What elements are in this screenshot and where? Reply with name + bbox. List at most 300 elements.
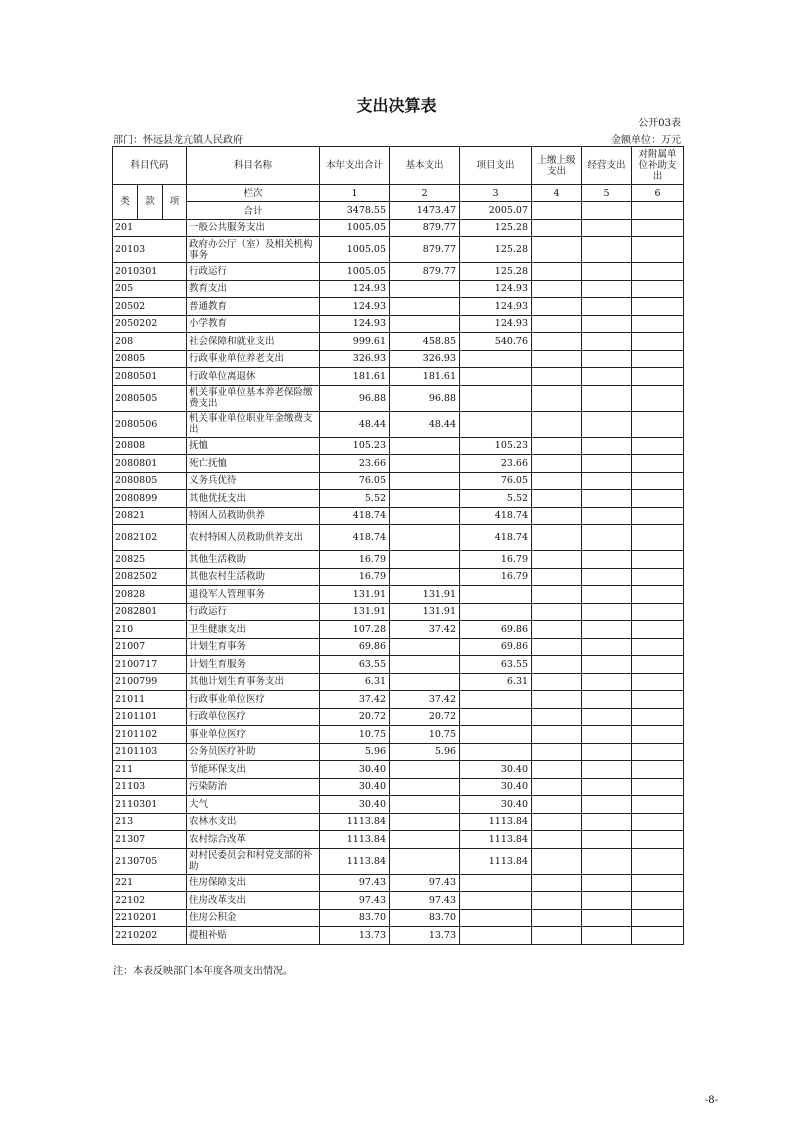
row-empty-cell (582, 490, 632, 508)
row-empty-cell (582, 263, 632, 281)
table-row (113, 333, 684, 351)
row-empty-cell (532, 656, 582, 674)
table-row (113, 385, 684, 411)
row-empty-cell (532, 333, 582, 351)
row-name: 计划生育服务 (187, 656, 320, 674)
row-total: 83.70 (320, 909, 390, 927)
row-basic (390, 280, 460, 298)
row-empty-cell (532, 350, 582, 368)
row-total: 6.31 (320, 673, 390, 691)
row-total: 10.75 (320, 726, 390, 744)
row-code: 2082102 (113, 525, 187, 551)
row-basic: 97.43 (390, 874, 460, 892)
table-row (113, 298, 684, 316)
row-empty-cell (532, 673, 582, 691)
row-name: 退役军人管理事务 (187, 586, 320, 604)
row-empty-cell (632, 726, 684, 744)
page-number: -8- (704, 1095, 718, 1106)
row-empty-cell (532, 368, 582, 386)
row-name: 行政运行 (187, 603, 320, 621)
row-total: 37.42 (320, 691, 390, 709)
row-empty-cell (582, 691, 632, 709)
row-name: 死亡抚恤 (187, 455, 320, 473)
form-number: 公开03表 (638, 118, 681, 129)
row-empty-cell (532, 263, 582, 281)
row-total: 124.93 (320, 280, 390, 298)
row-empty-cell (532, 455, 582, 473)
row-empty-cell (582, 796, 632, 814)
row-empty-cell (582, 551, 632, 569)
row-project (460, 726, 532, 744)
row-name: 普通教育 (187, 298, 320, 316)
row-empty-cell (582, 831, 632, 849)
row-basic: 181.61 (390, 368, 460, 386)
row-code: 20828 (113, 586, 187, 604)
row-name: 住房公积金 (187, 909, 320, 927)
table-row (113, 831, 684, 849)
row-empty-cell (632, 813, 684, 831)
header-col4: 4 (532, 185, 582, 202)
row-name: 住房改革支出 (187, 892, 320, 910)
row-empty-cell (632, 621, 684, 639)
row-basic: 131.91 (390, 603, 460, 621)
row-total: 105.23 (320, 437, 390, 455)
row-empty-cell (532, 586, 582, 604)
header-kuan: 款 (138, 185, 163, 220)
row-basic (390, 298, 460, 316)
unit-label: 金额单位：万元 (611, 135, 681, 146)
row-code: 20821 (113, 507, 187, 525)
table-row (113, 219, 684, 237)
header-total: 本年支出合计 (320, 147, 390, 185)
row-empty-cell (532, 490, 582, 508)
row-empty-cell (532, 507, 582, 525)
row-empty-cell (632, 603, 684, 621)
table-row (113, 796, 684, 814)
row-code: 205 (113, 280, 187, 298)
row-empty-cell (532, 796, 582, 814)
row-empty-cell (632, 385, 684, 411)
row-empty-cell (582, 708, 632, 726)
row-total: 96.88 (320, 385, 390, 411)
row-name: 特困人员救助供养 (187, 507, 320, 525)
row-project: 1113.84 (460, 813, 532, 831)
row-project: 30.40 (460, 796, 532, 814)
row-code: 2101103 (113, 743, 187, 761)
row-empty-cell (532, 603, 582, 621)
row-empty-cell (632, 796, 684, 814)
row-basic (390, 551, 460, 569)
row-code: 210 (113, 621, 187, 639)
row-project (460, 603, 532, 621)
row-code: 20103 (113, 237, 187, 263)
row-empty-cell (632, 568, 684, 586)
row-empty-cell (632, 507, 684, 525)
header-xiang: 项 (163, 185, 187, 220)
row-code: 213 (113, 813, 187, 831)
row-code: 2210202 (113, 927, 187, 945)
row-code: 21307 (113, 831, 187, 849)
row-code: 2210201 (113, 909, 187, 927)
row-empty-cell (582, 656, 632, 674)
row-empty-cell (532, 743, 582, 761)
row-empty-cell (582, 909, 632, 927)
row-code: 2010301 (113, 263, 187, 281)
row-code: 2082502 (113, 568, 187, 586)
table-row (113, 892, 684, 910)
footnote: 注：本表反映部门本年度各项支出情况。 (113, 966, 293, 977)
row-empty-cell (632, 490, 684, 508)
header-subsidy: 对附属单位补助支出 (632, 147, 684, 185)
table-row (113, 874, 684, 892)
table-row (113, 551, 684, 569)
row-total: 5.96 (320, 743, 390, 761)
row-project: 125.28 (460, 237, 532, 263)
table-row (113, 437, 684, 455)
row-basic: 879.77 (390, 219, 460, 237)
row-empty-cell (532, 813, 582, 831)
row-empty-cell (632, 708, 684, 726)
row-project (460, 350, 532, 368)
row-total: 1005.05 (320, 263, 390, 281)
row-code: 208 (113, 333, 187, 351)
row-project: 69.86 (460, 638, 532, 656)
row-empty-cell (532, 831, 582, 849)
table-row (113, 525, 684, 551)
row-empty-cell (582, 813, 632, 831)
table-row (113, 315, 684, 333)
header-basic: 基本支出 (390, 147, 460, 185)
row-basic (390, 656, 460, 674)
row-name: 农林水支出 (187, 813, 320, 831)
row-basic: 97.43 (390, 892, 460, 910)
row-code: 20825 (113, 551, 187, 569)
total-row (113, 202, 684, 220)
row-project (460, 586, 532, 604)
row-total: 30.40 (320, 778, 390, 796)
row-project (460, 892, 532, 910)
row-basic: 48.44 (390, 411, 460, 437)
row-empty-cell (582, 927, 632, 945)
row-name: 机关事业单位基本养老保险缴费支出 (187, 385, 320, 411)
row-name: 政府办公厅（室）及相关机构事务 (187, 237, 320, 263)
row-empty-cell (582, 385, 632, 411)
row-project: 418.74 (460, 507, 532, 525)
row-empty-cell (582, 280, 632, 298)
row-basic: 458.85 (390, 333, 460, 351)
total-project: 2005.07 (460, 202, 532, 220)
row-code: 2100799 (113, 673, 187, 691)
row-empty-cell (632, 280, 684, 298)
row-basic (390, 673, 460, 691)
row-empty-cell (532, 778, 582, 796)
row-total: 1005.05 (320, 219, 390, 237)
table-row (113, 927, 684, 945)
row-empty-cell (632, 656, 684, 674)
row-code: 2101102 (113, 726, 187, 744)
row-empty-cell (532, 525, 582, 551)
row-empty-cell (582, 586, 632, 604)
row-name: 其他农村生活救助 (187, 568, 320, 586)
row-basic (390, 315, 460, 333)
row-name: 义务兵优待 (187, 472, 320, 490)
row-empty-cell (582, 237, 632, 263)
row-empty-cell (632, 263, 684, 281)
row-empty-cell (632, 673, 684, 691)
row-project (460, 368, 532, 386)
row-empty-cell (532, 691, 582, 709)
row-empty-cell (632, 237, 684, 263)
row-code: 2080505 (113, 385, 187, 411)
row-code: 2080899 (113, 490, 187, 508)
row-name: 一般公共服务支出 (187, 219, 320, 237)
row-code: 20805 (113, 350, 187, 368)
table-row (113, 455, 684, 473)
row-basic: 37.42 (390, 621, 460, 639)
row-basic (390, 796, 460, 814)
row-name: 其他计划生育事务支出 (187, 673, 320, 691)
table-row (113, 586, 684, 604)
row-name: 对村民委员会和村党支部的补助 (187, 848, 320, 874)
table-row (113, 708, 684, 726)
row-empty-cell (582, 778, 632, 796)
row-total: 418.74 (320, 507, 390, 525)
row-total: 1113.84 (320, 848, 390, 874)
row-empty-cell (532, 638, 582, 656)
row-empty-cell (582, 350, 632, 368)
row-empty-cell (632, 691, 684, 709)
row-empty-cell (582, 437, 632, 455)
row-empty-cell (582, 333, 632, 351)
table-row (113, 472, 684, 490)
row-basic (390, 831, 460, 849)
row-total: 181.61 (320, 368, 390, 386)
row-total: 69.86 (320, 638, 390, 656)
row-code: 2100717 (113, 656, 187, 674)
row-total: 1113.84 (320, 813, 390, 831)
row-basic: 10.75 (390, 726, 460, 744)
row-empty-cell (582, 743, 632, 761)
row-code: 2080801 (113, 455, 187, 473)
table-row (113, 237, 684, 263)
row-empty-cell (632, 778, 684, 796)
row-code: 22102 (113, 892, 187, 910)
row-code: 201 (113, 219, 187, 237)
row-code: 21103 (113, 778, 187, 796)
row-basic (390, 472, 460, 490)
row-empty-cell (532, 568, 582, 586)
row-empty-cell (632, 472, 684, 490)
row-empty-cell (582, 368, 632, 386)
row-project: 23.66 (460, 455, 532, 473)
row-code: 211 (113, 761, 187, 779)
row-project: 124.93 (460, 280, 532, 298)
row-empty-cell (532, 892, 582, 910)
row-code: 20502 (113, 298, 187, 316)
row-project: 1113.84 (460, 848, 532, 874)
table-row (113, 621, 684, 639)
row-basic: 879.77 (390, 237, 460, 263)
row-total: 20.72 (320, 708, 390, 726)
row-project: 76.05 (460, 472, 532, 490)
total-label: 合计 (187, 202, 320, 220)
row-empty-cell (632, 848, 684, 874)
row-empty-cell (582, 525, 632, 551)
row-empty-cell (532, 927, 582, 945)
row-total: 124.93 (320, 298, 390, 316)
row-empty-cell (532, 909, 582, 927)
row-empty-cell (582, 726, 632, 744)
row-project: 124.93 (460, 315, 532, 333)
row-name: 农村特困人员救助供养支出 (187, 525, 320, 551)
row-name: 行政事业单位养老支出 (187, 350, 320, 368)
row-empty-cell (582, 892, 632, 910)
row-total: 30.40 (320, 796, 390, 814)
row-empty-cell (532, 848, 582, 874)
row-empty-cell (632, 437, 684, 455)
row-name: 行政运行 (187, 263, 320, 281)
row-empty-cell (582, 568, 632, 586)
row-empty-cell (632, 551, 684, 569)
row-empty-cell (632, 350, 684, 368)
row-total: 1113.84 (320, 831, 390, 849)
row-empty-cell (582, 874, 632, 892)
row-name: 农村综合改革 (187, 831, 320, 849)
row-basic: 5.96 (390, 743, 460, 761)
total-total: 3478.55 (320, 202, 390, 220)
row-name: 抚恤 (187, 437, 320, 455)
header-col5: 5 (582, 185, 632, 202)
row-total: 107.28 (320, 621, 390, 639)
row-project: 30.40 (460, 778, 532, 796)
row-name: 行政单位离退休 (187, 368, 320, 386)
row-empty-cell (632, 874, 684, 892)
row-empty-cell (632, 219, 684, 237)
row-project: 6.31 (460, 673, 532, 691)
table-row (113, 638, 684, 656)
row-basic (390, 778, 460, 796)
table-row (113, 726, 684, 744)
row-project (460, 708, 532, 726)
row-empty-cell (632, 411, 684, 437)
table-row (113, 507, 684, 525)
row-basic: 20.72 (390, 708, 460, 726)
row-total: 16.79 (320, 551, 390, 569)
row-empty-cell (632, 455, 684, 473)
row-name: 教育支出 (187, 280, 320, 298)
row-name: 公务员医疗补助 (187, 743, 320, 761)
row-basic: 131.91 (390, 586, 460, 604)
row-empty-cell (632, 761, 684, 779)
header-upper: 上缴上级支出 (532, 147, 582, 185)
row-empty-cell (632, 368, 684, 386)
table-row (113, 411, 684, 437)
row-name: 大气 (187, 796, 320, 814)
row-empty-cell (532, 551, 582, 569)
row-basic: 83.70 (390, 909, 460, 927)
row-basic: 96.88 (390, 385, 460, 411)
row-project: 125.28 (460, 219, 532, 237)
row-project: 69.86 (460, 621, 532, 639)
row-total: 97.43 (320, 892, 390, 910)
row-code: 21011 (113, 691, 187, 709)
header-col3: 3 (460, 185, 532, 202)
row-code: 21007 (113, 638, 187, 656)
row-name: 行政事业单位医疗 (187, 691, 320, 709)
row-empty-cell (532, 874, 582, 892)
row-project: 16.79 (460, 551, 532, 569)
row-total: 48.44 (320, 411, 390, 437)
row-name: 其他优抚支出 (187, 490, 320, 508)
row-empty-cell (532, 411, 582, 437)
row-basic (390, 638, 460, 656)
row-code: 2082801 (113, 603, 187, 621)
table-row (113, 813, 684, 831)
header-subject-code: 科目代码 (113, 147, 187, 185)
header-project: 项目支出 (460, 147, 532, 185)
row-empty-cell (632, 743, 684, 761)
row-empty-cell (582, 638, 632, 656)
row-name: 污染防治 (187, 778, 320, 796)
row-empty-cell (582, 472, 632, 490)
table-row (113, 603, 684, 621)
header-lanci: 栏次 (187, 185, 320, 202)
row-code: 2101101 (113, 708, 187, 726)
row-total: 1005.05 (320, 237, 390, 263)
row-empty-cell (532, 472, 582, 490)
row-empty-cell (582, 219, 632, 237)
row-empty-cell (532, 761, 582, 779)
row-empty-cell (532, 315, 582, 333)
row-project: 30.40 (460, 761, 532, 779)
table-row (113, 691, 684, 709)
row-project: 1113.84 (460, 831, 532, 849)
row-empty-cell (532, 437, 582, 455)
row-project: 124.93 (460, 298, 532, 316)
row-name: 节能环保支出 (187, 761, 320, 779)
row-total: 63.55 (320, 656, 390, 674)
row-total: 326.93 (320, 350, 390, 368)
row-project (460, 411, 532, 437)
row-name: 卫生健康支出 (187, 621, 320, 639)
row-basic (390, 568, 460, 586)
row-empty-cell (582, 411, 632, 437)
row-basic: 326.93 (390, 350, 460, 368)
row-total: 16.79 (320, 568, 390, 586)
row-empty-cell (632, 586, 684, 604)
row-empty-cell (532, 621, 582, 639)
row-empty-cell (582, 761, 632, 779)
row-name: 小学教育 (187, 315, 320, 333)
row-empty-cell (532, 280, 582, 298)
row-empty-cell (532, 298, 582, 316)
row-project: 540.76 (460, 333, 532, 351)
row-empty-cell (582, 507, 632, 525)
row-project (460, 743, 532, 761)
row-name: 提租补贴 (187, 927, 320, 945)
table-row (113, 761, 684, 779)
row-code: 2050202 (113, 315, 187, 333)
row-project (460, 909, 532, 927)
table-row (113, 778, 684, 796)
row-name: 其他生活救助 (187, 551, 320, 569)
header-lei: 类 (113, 185, 138, 220)
row-total: 13.73 (320, 927, 390, 945)
row-project: 63.55 (460, 656, 532, 674)
row-project (460, 691, 532, 709)
row-empty-cell (632, 927, 684, 945)
row-total: 97.43 (320, 874, 390, 892)
